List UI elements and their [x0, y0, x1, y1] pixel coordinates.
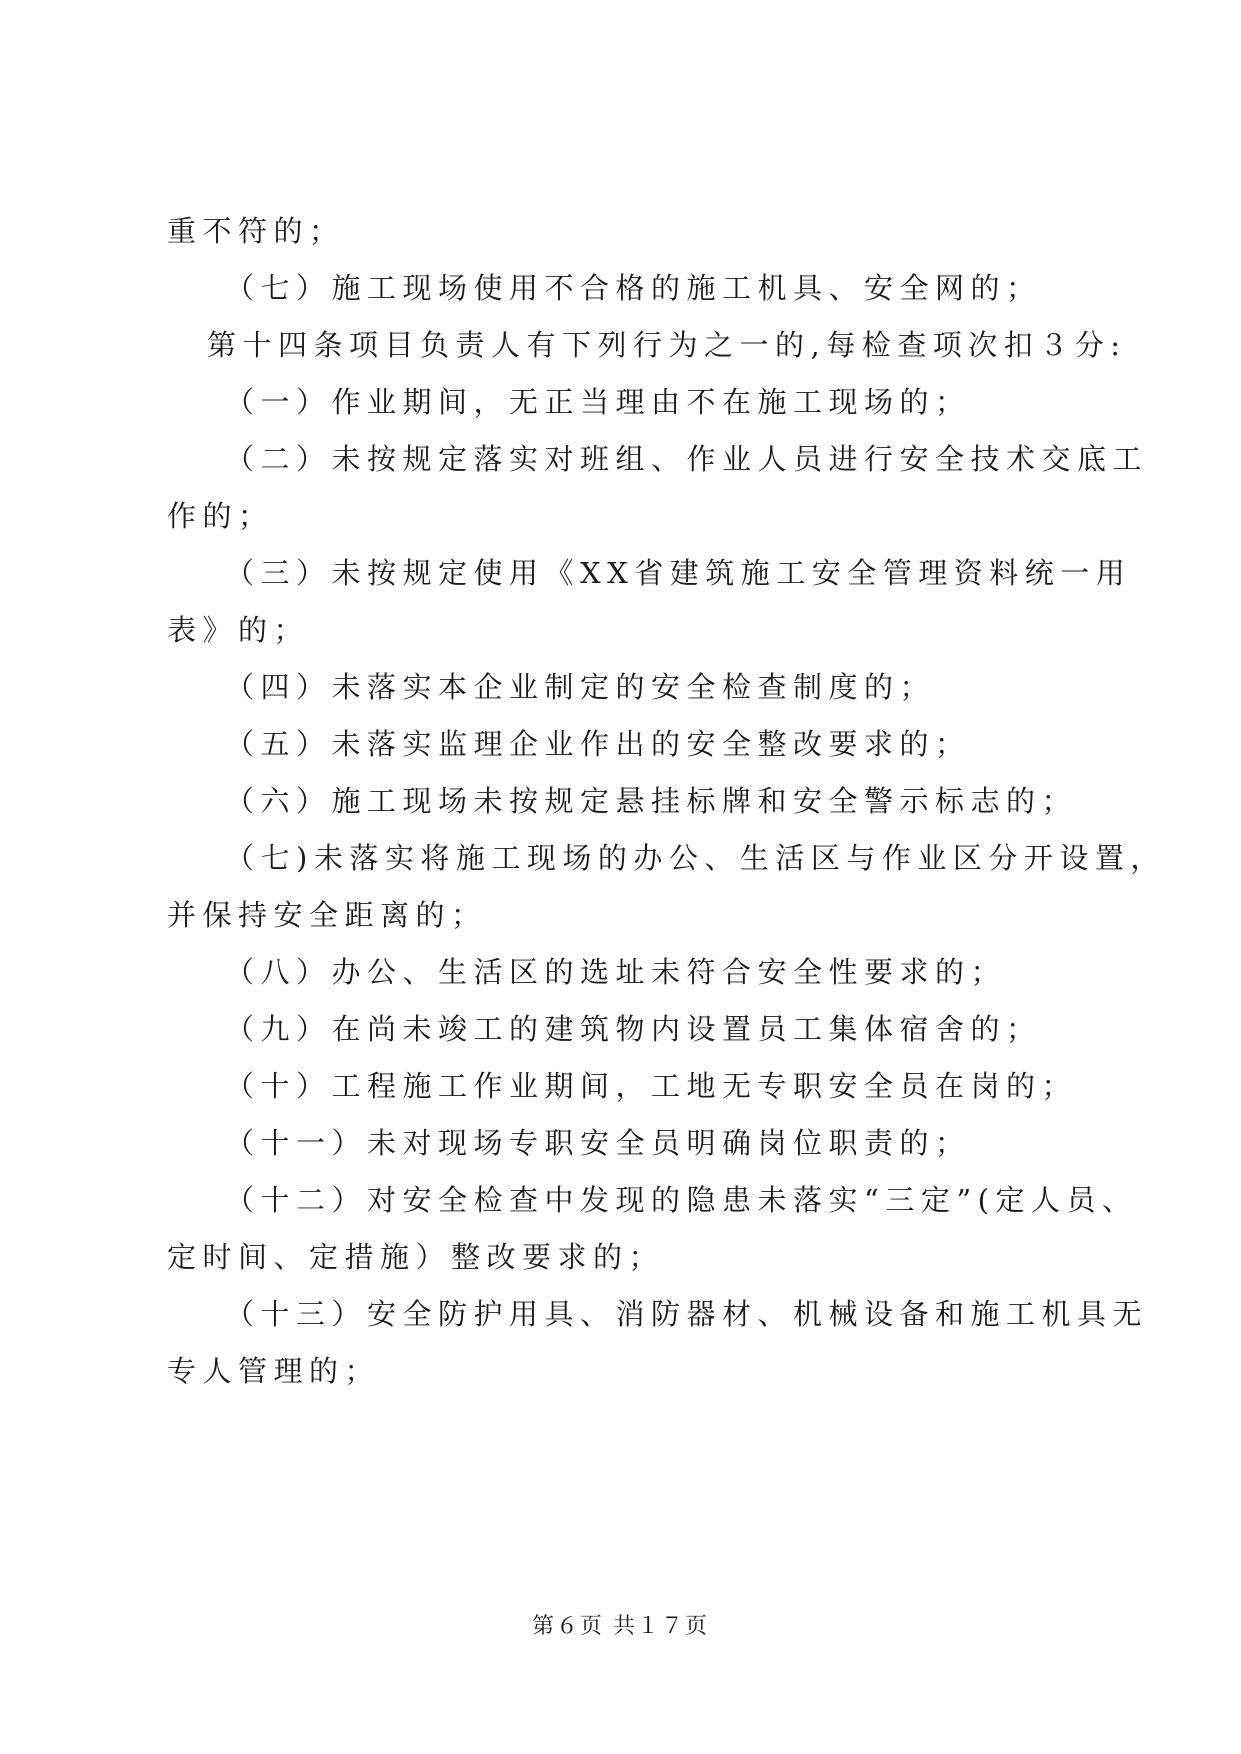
- text-line: （七)未落实将施工现场的办公、生活区与作业区分开设置，: [225, 841, 1166, 875]
- text-line: （二）未按规定落实对班组、作业人员进行安全技术交底工: [225, 442, 1149, 476]
- text-line: 定时间、定措施）整改要求的；: [167, 1240, 665, 1274]
- text-line: （十二）对安全检查中发现的隐患未落实“三定”(定人员、: [225, 1183, 1138, 1217]
- text-line: 专人管理的；: [167, 1354, 381, 1388]
- text-line: （五）未落实监理企业作出的安全整改要求的；: [225, 727, 971, 761]
- text-line: 第十四条项目负责人有下列行为之一的,每检查项次扣３分:: [207, 328, 1127, 362]
- text-line: （十）工程施工作业期间，工地无专职安全员在岗的；: [225, 1069, 1078, 1103]
- text-line: 表》的；: [167, 613, 310, 647]
- text-line: （六）施工现场未按规定悬挂标牌和安全警示标志的；: [225, 784, 1078, 818]
- text-line: 并保持安全距离的；: [167, 898, 487, 932]
- text-line: （八）办公、生活区的选址未符合安全性要求的；: [225, 955, 1007, 989]
- text-line: （七）施工现场使用不合格的施工机具、安全网的；: [225, 271, 1042, 305]
- text-line: （一）作业期间，无正当理由不在施工现场的；: [225, 385, 971, 419]
- text-line: （四）未落实本企业制定的安全检查制度的；: [225, 670, 936, 704]
- page-number-footer: 第６页 共１７页: [532, 1614, 709, 1639]
- text-line: （三）未按规定使用《XX省建筑施工安全管理资料统一用: [225, 556, 1132, 590]
- text-line: （十三）安全防护用具、消防器材、机械设备和施工机具无: [225, 1297, 1149, 1331]
- text-line: 重不符的；: [167, 214, 345, 248]
- text-line: （九）在尚未竣工的建筑物内设置员工集体宿舍的；: [225, 1012, 1042, 1046]
- text-line: 作的；: [167, 499, 274, 533]
- text-line: （十一）未对现场专职安全员明确岗位职责的；: [225, 1126, 971, 1160]
